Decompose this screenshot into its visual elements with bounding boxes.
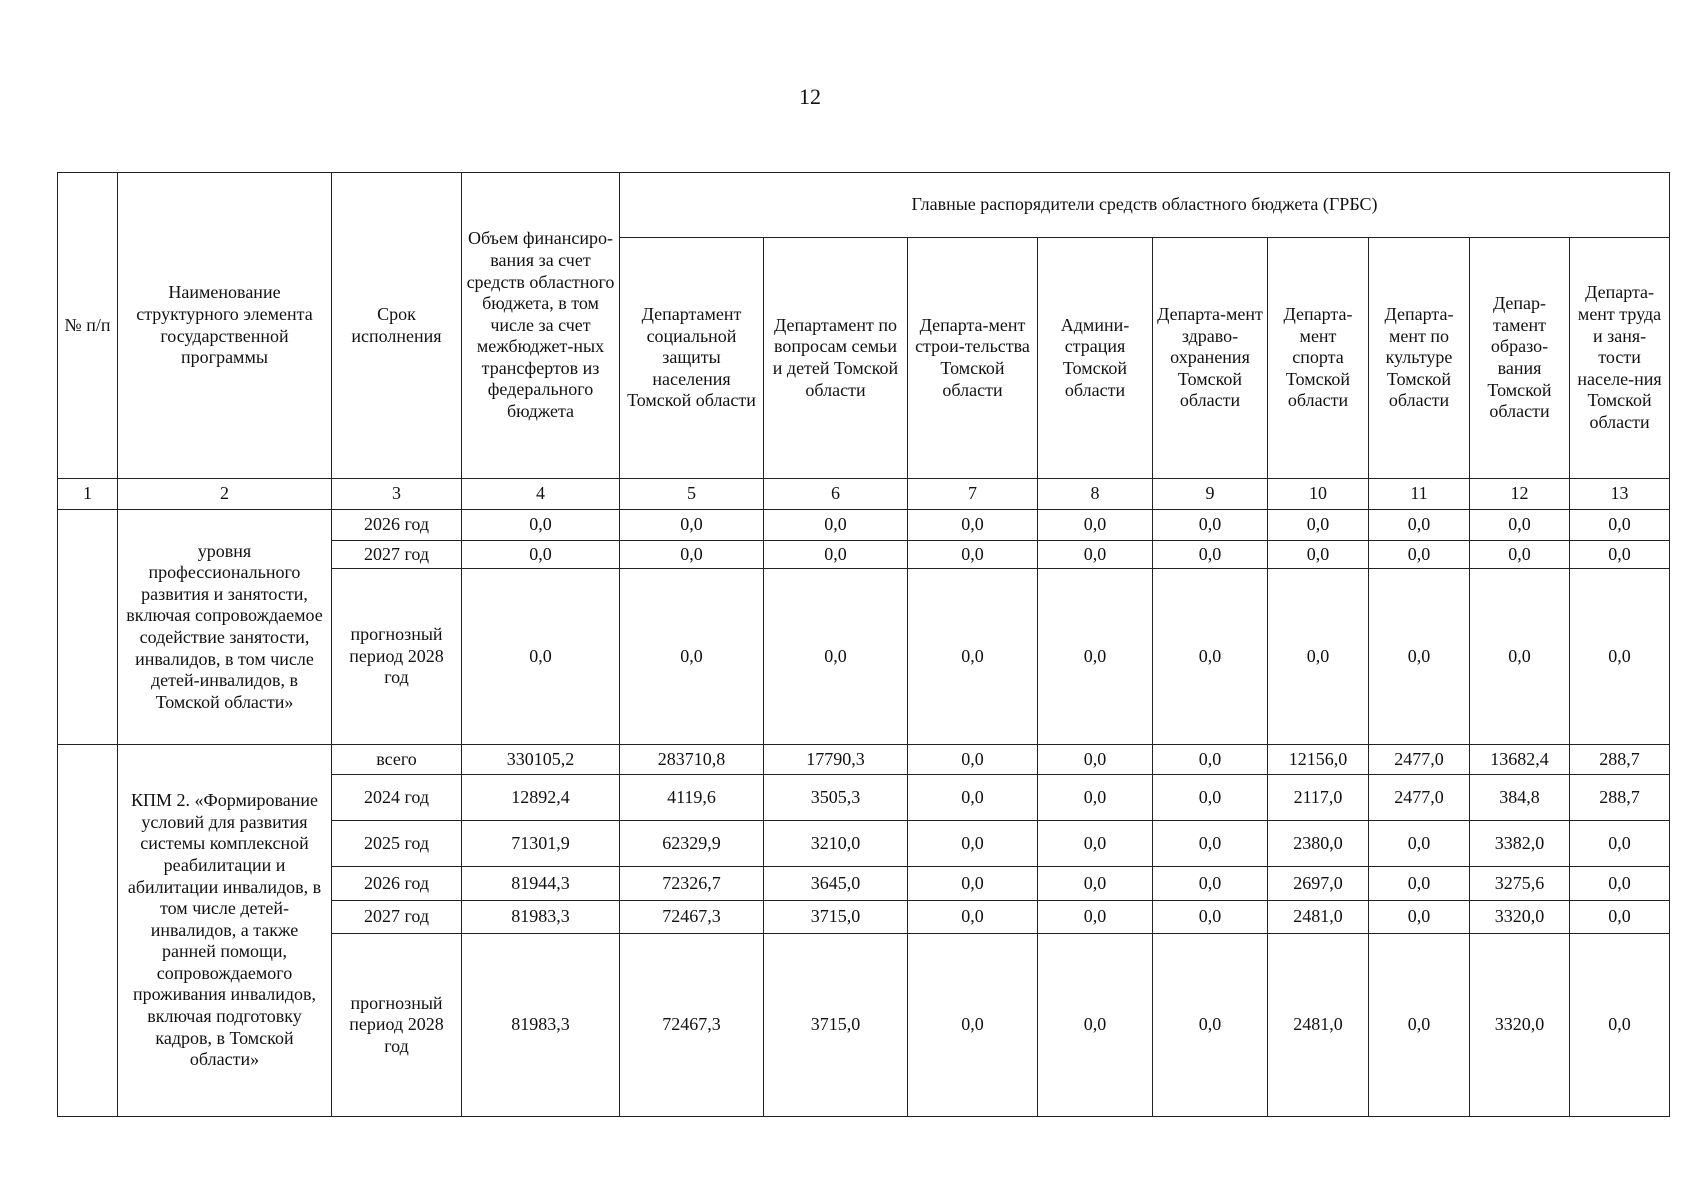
value-cell: 0,0 — [1038, 745, 1153, 775]
value-cell: 0,0 — [1570, 541, 1670, 569]
table-header — [58, 173, 1670, 510]
value-cell: 0,0 — [462, 569, 620, 745]
value-cell: 0,0 — [1038, 821, 1153, 867]
value-cell: 0,0 — [1369, 510, 1470, 541]
value-cell: 0,0 — [764, 510, 908, 541]
column-number: 12 — [1470, 479, 1570, 510]
header-dept: Депар-тамент образо-вания Томской области — [1470, 238, 1570, 479]
value-cell: 0,0 — [908, 569, 1038, 745]
value-cell: 0,0 — [908, 867, 1038, 901]
budget-table — [57, 172, 1670, 1117]
value-cell: 0,0 — [1369, 934, 1470, 1117]
value-cell: 81983,3 — [462, 934, 620, 1117]
value-cell: 13682,4 — [1470, 745, 1570, 775]
header-num: № п/п — [58, 173, 118, 479]
value-cell: 0,0 — [908, 745, 1038, 775]
term-cell: всего — [332, 745, 462, 775]
value-cell: 0,0 — [1153, 775, 1268, 821]
structural-element-name: уровня профессионального развития и занятости, включая сопровождаемое содействие занятости, инвалидов, в том числе детей-инвалидов, в Томской области» — [118, 510, 332, 745]
value-cell: 72467,3 — [620, 934, 764, 1117]
value-cell: 71301,9 — [462, 821, 620, 867]
value-cell: 0,0 — [1570, 510, 1670, 541]
value-cell: 0,0 — [1038, 867, 1153, 901]
value-cell: 0,0 — [908, 821, 1038, 867]
column-number: 10 — [1268, 479, 1369, 510]
column-number: 3 — [332, 479, 462, 510]
value-cell: 0,0 — [1153, 745, 1268, 775]
value-cell: 3715,0 — [764, 934, 908, 1117]
header-dept: Департа-мент спорта Томской области — [1268, 238, 1369, 479]
page-number: 12 — [799, 84, 821, 109]
column-number: 13 — [1570, 479, 1670, 510]
value-cell: 0,0 — [1038, 775, 1153, 821]
value-cell: 4119,6 — [620, 775, 764, 821]
value-cell: 72326,7 — [620, 867, 764, 901]
term-cell: 2027 год — [332, 541, 462, 569]
value-cell: 384,8 — [1470, 775, 1570, 821]
value-cell: 288,7 — [1570, 745, 1670, 775]
value-cell: 0,0 — [1038, 901, 1153, 934]
column-number: 2 — [118, 479, 332, 510]
value-cell: 0,0 — [620, 569, 764, 745]
term-cell: 2026 год — [332, 867, 462, 901]
value-cell: 0,0 — [1038, 510, 1153, 541]
value-cell: 0,0 — [1369, 541, 1470, 569]
column-number-row — [58, 479, 1670, 510]
header-term: Срок исполнения — [332, 173, 462, 479]
header-name: Наименование структурного элемента государственной программы — [118, 173, 332, 479]
table-body — [58, 510, 1670, 1117]
header-dept: Админи-страция Томской области — [1038, 238, 1153, 479]
value-cell: 0,0 — [1369, 901, 1470, 934]
term-cell: прогнозный период 2028 год — [332, 934, 462, 1117]
table-row — [58, 510, 1670, 541]
value-cell: 17790,3 — [764, 745, 908, 775]
value-cell: 0,0 — [1268, 569, 1369, 745]
value-cell: 3715,0 — [764, 901, 908, 934]
value-cell: 0,0 — [1038, 934, 1153, 1117]
value-cell: 2481,0 — [1268, 934, 1369, 1117]
value-cell: 0,0 — [1153, 541, 1268, 569]
value-cell: 2697,0 — [1268, 867, 1369, 901]
value-cell: 3275,6 — [1470, 867, 1570, 901]
column-number: 7 — [908, 479, 1038, 510]
column-number: 5 — [620, 479, 764, 510]
row-number — [58, 510, 118, 745]
value-cell: 0,0 — [1470, 510, 1570, 541]
value-cell: 0,0 — [908, 541, 1038, 569]
term-cell: прогнозный период 2028 год — [332, 569, 462, 745]
value-cell: 2117,0 — [1268, 775, 1369, 821]
value-cell: 2477,0 — [1369, 745, 1470, 775]
value-cell: 62329,9 — [620, 821, 764, 867]
value-cell: 12892,4 — [462, 775, 620, 821]
value-cell: 0,0 — [764, 541, 908, 569]
value-cell: 0,0 — [764, 569, 908, 745]
value-cell: 288,7 — [1570, 775, 1670, 821]
value-cell: 0,0 — [462, 541, 620, 569]
value-cell: 12156,0 — [1268, 745, 1369, 775]
value-cell: 2481,0 — [1268, 901, 1369, 934]
value-cell: 3645,0 — [764, 867, 908, 901]
value-cell: 0,0 — [1268, 510, 1369, 541]
value-cell: 0,0 — [1153, 510, 1268, 541]
value-cell: 81983,3 — [462, 901, 620, 934]
value-cell: 0,0 — [908, 510, 1038, 541]
value-cell: 0,0 — [1153, 901, 1268, 934]
term-cell: 2026 год — [332, 510, 462, 541]
value-cell: 0,0 — [1153, 934, 1268, 1117]
column-number: 8 — [1038, 479, 1153, 510]
value-cell: 0,0 — [1153, 867, 1268, 901]
value-cell: 0,0 — [1153, 821, 1268, 867]
column-number: 9 — [1153, 479, 1268, 510]
value-cell: 0,0 — [1369, 569, 1470, 745]
row-number — [58, 745, 118, 1117]
value-cell: 0,0 — [462, 510, 620, 541]
structural-element-name: КПМ 2. «Формирование условий для развития системы комплексной реабилитации и абилитации инвалидов, в том числе детей-инвалидов, а также ранней помощи, сопровождаемого проживания инвалидов, включая подготовку кадров, в Томской области» — [118, 745, 332, 1117]
header-dept: Департа-мент строи-тельства Томской области — [908, 238, 1038, 479]
value-cell: 0,0 — [908, 775, 1038, 821]
value-cell: 0,0 — [1369, 821, 1470, 867]
column-number: 11 — [1369, 479, 1470, 510]
value-cell: 72467,3 — [620, 901, 764, 934]
value-cell: 0,0 — [1570, 934, 1670, 1117]
header-dept: Департа-мент по культуре Томской области — [1369, 238, 1470, 479]
value-cell: 0,0 — [908, 934, 1038, 1117]
value-cell: 0,0 — [1038, 569, 1153, 745]
value-cell: 0,0 — [1470, 569, 1570, 745]
value-cell: 330105,2 — [462, 745, 620, 775]
value-cell: 3210,0 — [764, 821, 908, 867]
header-volume: Объем финансиро-вания за счет средств областного бюджета, в том числе за счет межбюджет-ных трансфертов из федерального бюджета — [462, 173, 620, 479]
value-cell: 3320,0 — [1470, 901, 1570, 934]
column-number: 4 — [462, 479, 620, 510]
value-cell: 2380,0 — [1268, 821, 1369, 867]
value-cell: 0,0 — [1369, 867, 1470, 901]
table-row — [58, 745, 1670, 775]
value-cell: 0,0 — [1570, 821, 1670, 867]
value-cell: 0,0 — [908, 901, 1038, 934]
value-cell: 3382,0 — [1470, 821, 1570, 867]
value-cell: 3505,3 — [764, 775, 908, 821]
value-cell: 0,0 — [1570, 867, 1670, 901]
term-cell: 2025 год — [332, 821, 462, 867]
value-cell: 0,0 — [620, 541, 764, 569]
header-grbs: Главные распорядители средств областного бюджета (ГРБС) — [620, 173, 1670, 238]
value-cell: 0,0 — [1470, 541, 1570, 569]
value-cell: 283710,8 — [620, 745, 764, 775]
value-cell: 0,0 — [1268, 541, 1369, 569]
header-dept: Департа-мент труда и заня-тости населе-ния Томской области — [1570, 238, 1670, 479]
value-cell: 0,0 — [1570, 569, 1670, 745]
value-cell: 0,0 — [1570, 901, 1670, 934]
header-dept: Департамент социальной защиты населения Томской области — [620, 238, 764, 479]
header-dept: Департа-мент здраво-охранения Томской области — [1153, 238, 1268, 479]
value-cell: 0,0 — [1038, 541, 1153, 569]
value-cell: 81944,3 — [462, 867, 620, 901]
value-cell: 3320,0 — [1470, 934, 1570, 1117]
value-cell: 2477,0 — [1369, 775, 1470, 821]
value-cell: 0,0 — [620, 510, 764, 541]
term-cell: 2027 год — [332, 901, 462, 934]
term-cell: 2024 год — [332, 775, 462, 821]
value-cell: 0,0 — [1153, 569, 1268, 745]
header-dept: Департамент по вопросам семьи и детей Томской области — [764, 238, 908, 479]
column-number: 6 — [764, 479, 908, 510]
column-number: 1 — [58, 479, 118, 510]
